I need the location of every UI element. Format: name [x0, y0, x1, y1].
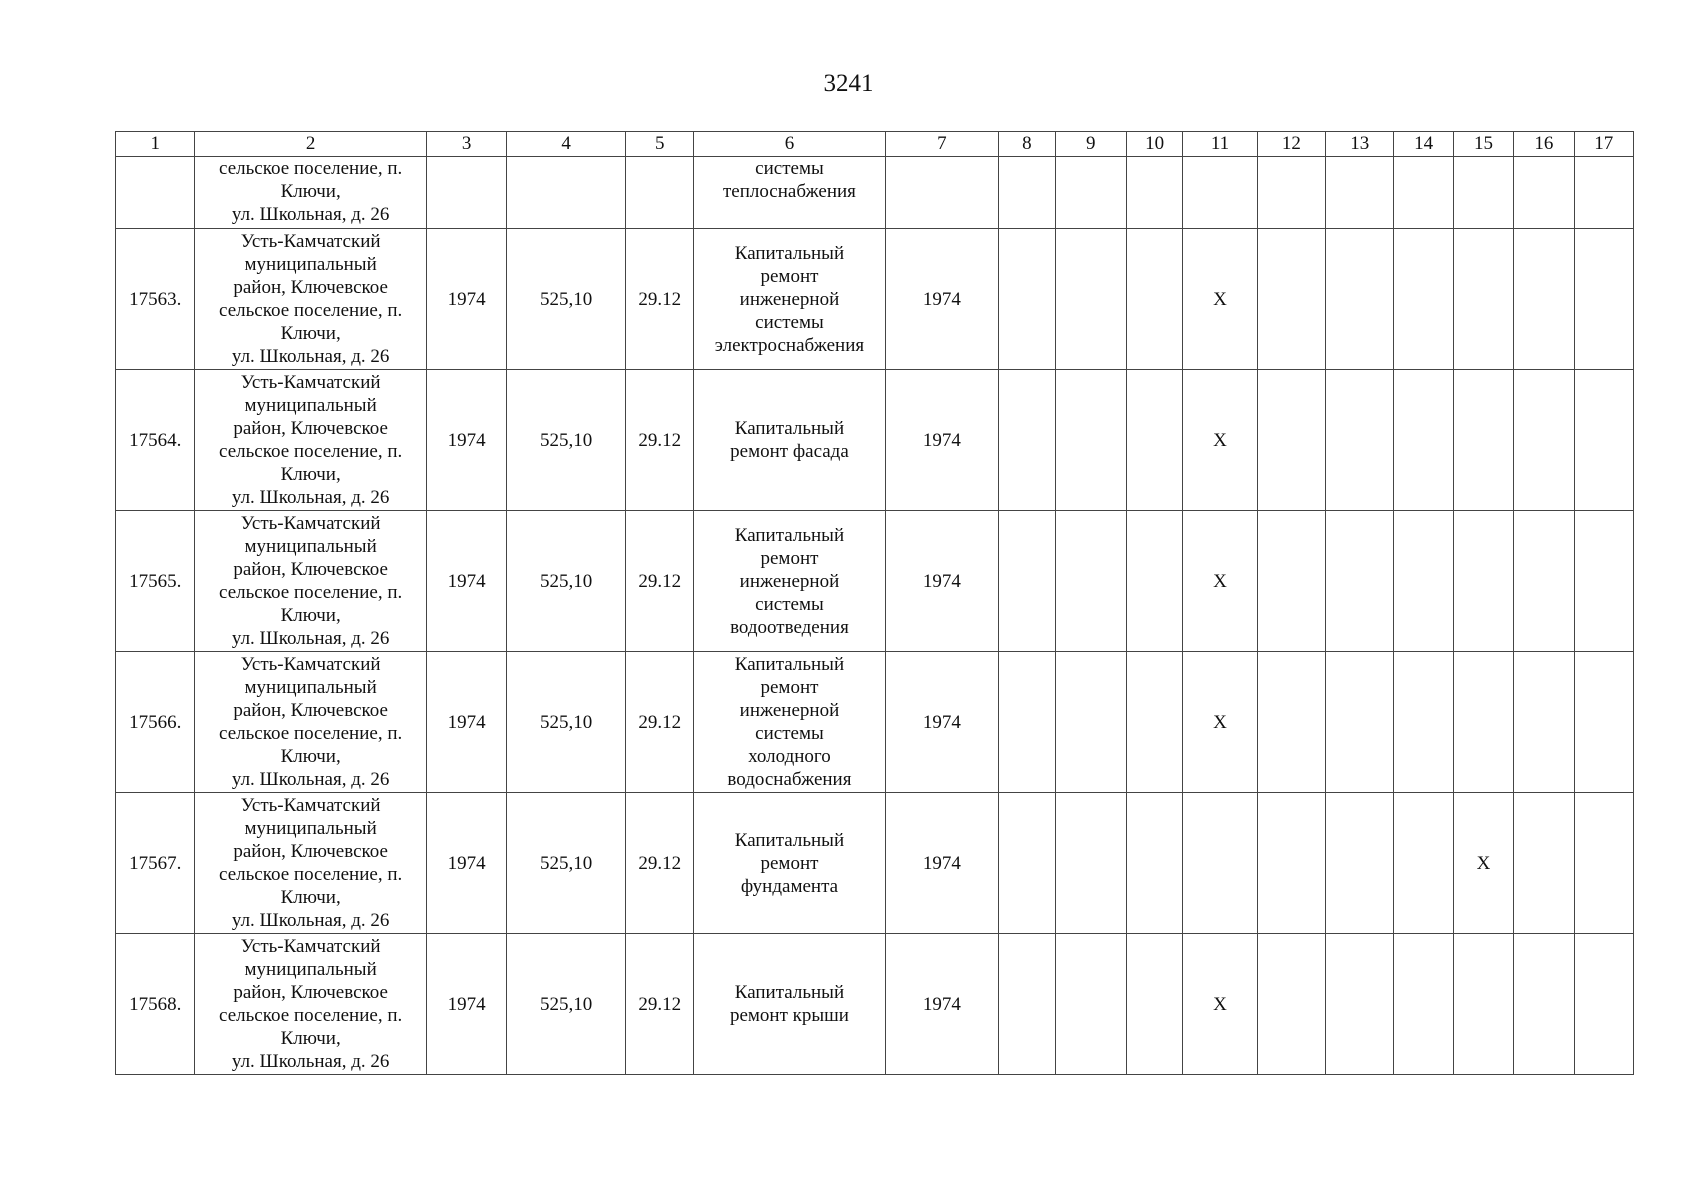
cell-year-2: 1974: [885, 652, 999, 793]
cell-empty: [1326, 793, 1394, 934]
cell-empty: [999, 793, 1055, 934]
works-table: [115, 131, 1634, 1075]
table-row: [116, 229, 1634, 370]
cell-address: Усть-Камчатский муниципальный район, Ключевское сельское поселение, п. Ключи, ул. Школьная, д. 26: [195, 511, 426, 652]
cell-area: 525,10: [507, 511, 626, 652]
cell-empty: [1514, 511, 1574, 652]
column-number-14: 14: [1394, 132, 1453, 157]
cell-empty: [1453, 652, 1513, 793]
table-body: [116, 157, 1634, 1075]
cell-area: 525,10: [507, 934, 626, 1075]
cell-year: 1974: [426, 652, 506, 793]
column-number-2: 2: [195, 132, 426, 157]
table-row: [116, 934, 1634, 1075]
cell-empty: [1574, 370, 1633, 511]
table-row: [116, 370, 1634, 511]
column-number-3: 3: [426, 132, 506, 157]
cell-empty: [1257, 370, 1325, 511]
column-number-9: 9: [1055, 132, 1126, 157]
cell-empty: [1326, 511, 1394, 652]
cell-empty: [1574, 934, 1633, 1075]
cell-work: Капитальный ремонт инженерной системы холодного водоснабжения: [694, 652, 885, 793]
cell-empty: [1257, 511, 1325, 652]
table-row: [116, 652, 1634, 793]
cell-empty: [1326, 370, 1394, 511]
cell-year: 1974: [426, 793, 506, 934]
cell-work: Капитальный ремонт инженерной системы водоотведения: [694, 511, 885, 652]
cell-year-2: 1974: [885, 229, 999, 370]
cell-empty: [1183, 793, 1257, 934]
cell-address: Усть-Камчатский муниципальный район, Ключевское сельское поселение, п. Ключи, ул. Школьная, д. 26: [195, 934, 426, 1075]
cell-mark: X: [1183, 229, 1257, 370]
column-number-11: 11: [1183, 132, 1257, 157]
cell-address: Усть-Камчатский муниципальный район, Ключевское сельское поселение, п. Ключи, ул. Школьная, д. 26: [195, 652, 426, 793]
cell-empty: [1514, 652, 1574, 793]
cell-mark: X: [1183, 511, 1257, 652]
cell-mark: X: [1183, 652, 1257, 793]
cell-empty: [1574, 793, 1633, 934]
cell-num: 17563.: [116, 229, 195, 370]
cell-empty: [1126, 652, 1182, 793]
cell-empty: [1453, 934, 1513, 1075]
cell-empty: [1257, 934, 1325, 1075]
cell-empty: [1394, 652, 1453, 793]
cell-empty: [1055, 652, 1126, 793]
cell-empty: [999, 934, 1055, 1075]
cell-empty: [1514, 229, 1574, 370]
cell-empty: [1514, 370, 1574, 511]
cell-mark: X: [1183, 370, 1257, 511]
cell-empty: [1326, 229, 1394, 370]
cell-year-2: 1974: [885, 370, 999, 511]
cell-area: 525,10: [507, 652, 626, 793]
cell-address: Усть-Камчатский муниципальный район, Ключевское сельское поселение, п. Ключи, ул. Школьная, д. 26: [195, 793, 426, 934]
cell-num: 17564.: [116, 370, 195, 511]
cell-empty: [1394, 934, 1453, 1075]
cell-area: 525,10: [507, 229, 626, 370]
cell-empty: [1514, 793, 1574, 934]
cell-empty: [1126, 793, 1182, 934]
cell-empty: [1326, 934, 1394, 1075]
cell-num: 17565.: [116, 511, 195, 652]
column-number-7: 7: [885, 132, 999, 157]
column-number-16: 16: [1514, 132, 1574, 157]
cell-num: 17568.: [116, 934, 195, 1075]
cell-empty: [1574, 511, 1633, 652]
cell-date: 29.12: [626, 511, 694, 652]
cell-date: 29.12: [626, 370, 694, 511]
column-number-8: 8: [999, 132, 1055, 157]
cell-num: [116, 157, 195, 229]
page-number: 3241: [823, 70, 874, 97]
cell-work: Капитальный ремонт инженерной системы электроснабжения: [694, 229, 885, 370]
cell-year: 1974: [426, 370, 506, 511]
cell-empty: [999, 652, 1055, 793]
cell-date: 29.12: [626, 934, 694, 1075]
cell-year-2: 1974: [885, 793, 999, 934]
cell-empty: [1574, 229, 1633, 370]
cell-year: 1974: [426, 229, 506, 370]
cell-area: 525,10: [507, 370, 626, 511]
cell-empty: [1257, 229, 1325, 370]
cell-work: Капитальный ремонт фасада: [694, 370, 885, 511]
cell-empty: [1055, 793, 1126, 934]
cell-empty: [1055, 370, 1126, 511]
cell-work: системы теплоснабжения: [694, 157, 885, 229]
column-number-1: 1: [116, 132, 195, 157]
cell-empty: [999, 229, 1055, 370]
cell-empty: [1055, 229, 1126, 370]
cell-empty: [1514, 934, 1574, 1075]
cell-area: 525,10: [507, 793, 626, 934]
cell-date: 29.12: [626, 652, 694, 793]
column-number-6: 6: [694, 132, 885, 157]
table-row: [116, 793, 1634, 934]
cell-mark: X: [1453, 793, 1513, 934]
cell-mark: X: [1183, 934, 1257, 1075]
column-number-12: 12: [1257, 132, 1325, 157]
cell-year-2: 1974: [885, 511, 999, 652]
cell-empty: [1453, 511, 1513, 652]
cell-empty: [1394, 229, 1453, 370]
column-number-17: 17: [1574, 132, 1633, 157]
column-number-5: 5: [626, 132, 694, 157]
cell-empty: [1126, 370, 1182, 511]
cell-empty: [999, 511, 1055, 652]
cell-date: 29.12: [626, 229, 694, 370]
cell-empty: [1055, 934, 1126, 1075]
cell-empty: [1126, 229, 1182, 370]
cell-year-2: 1974: [885, 934, 999, 1075]
cell-year: 1974: [426, 511, 506, 652]
continuation-row: [116, 157, 1634, 229]
cell-empty: [1453, 229, 1513, 370]
cell-empty: [1257, 652, 1325, 793]
cell-empty: [1394, 370, 1453, 511]
column-number-15: 15: [1453, 132, 1513, 157]
cell-address: Усть-Камчатский муниципальный район, Ключевское сельское поселение, п. Ключи, ул. Школьная, д. 26: [195, 229, 426, 370]
cell-empty: [1453, 370, 1513, 511]
cell-num: 17567.: [116, 793, 195, 934]
cell-work: Капитальный ремонт крыши: [694, 934, 885, 1075]
cell-empty: [1394, 511, 1453, 652]
cell-empty: [1574, 652, 1633, 793]
cell-num: 17566.: [116, 652, 195, 793]
cell-address: Усть-Камчатский муниципальный район, Ключевское сельское поселение, п. Ключи, ул. Школьная, д. 26: [195, 370, 426, 511]
cell-empty: [1257, 793, 1325, 934]
cell-empty: [1126, 934, 1182, 1075]
table-row: [116, 511, 1634, 652]
cell-empty: [1055, 511, 1126, 652]
column-number-10: 10: [1126, 132, 1182, 157]
column-number-13: 13: [1326, 132, 1394, 157]
cell-empty: [1326, 652, 1394, 793]
cell-year: 1974: [426, 934, 506, 1075]
cell-empty: [1126, 511, 1182, 652]
cell-address: сельское поселение, п. Ключи, ул. Школьная, д. 26: [195, 157, 426, 229]
cell-date: 29.12: [626, 793, 694, 934]
cell-empty: [999, 370, 1055, 511]
cell-empty: [1394, 793, 1453, 934]
column-number-4: 4: [507, 132, 626, 157]
cell-work: Капитальный ремонт фундамента: [694, 793, 885, 934]
column-number-row: [116, 132, 1634, 157]
